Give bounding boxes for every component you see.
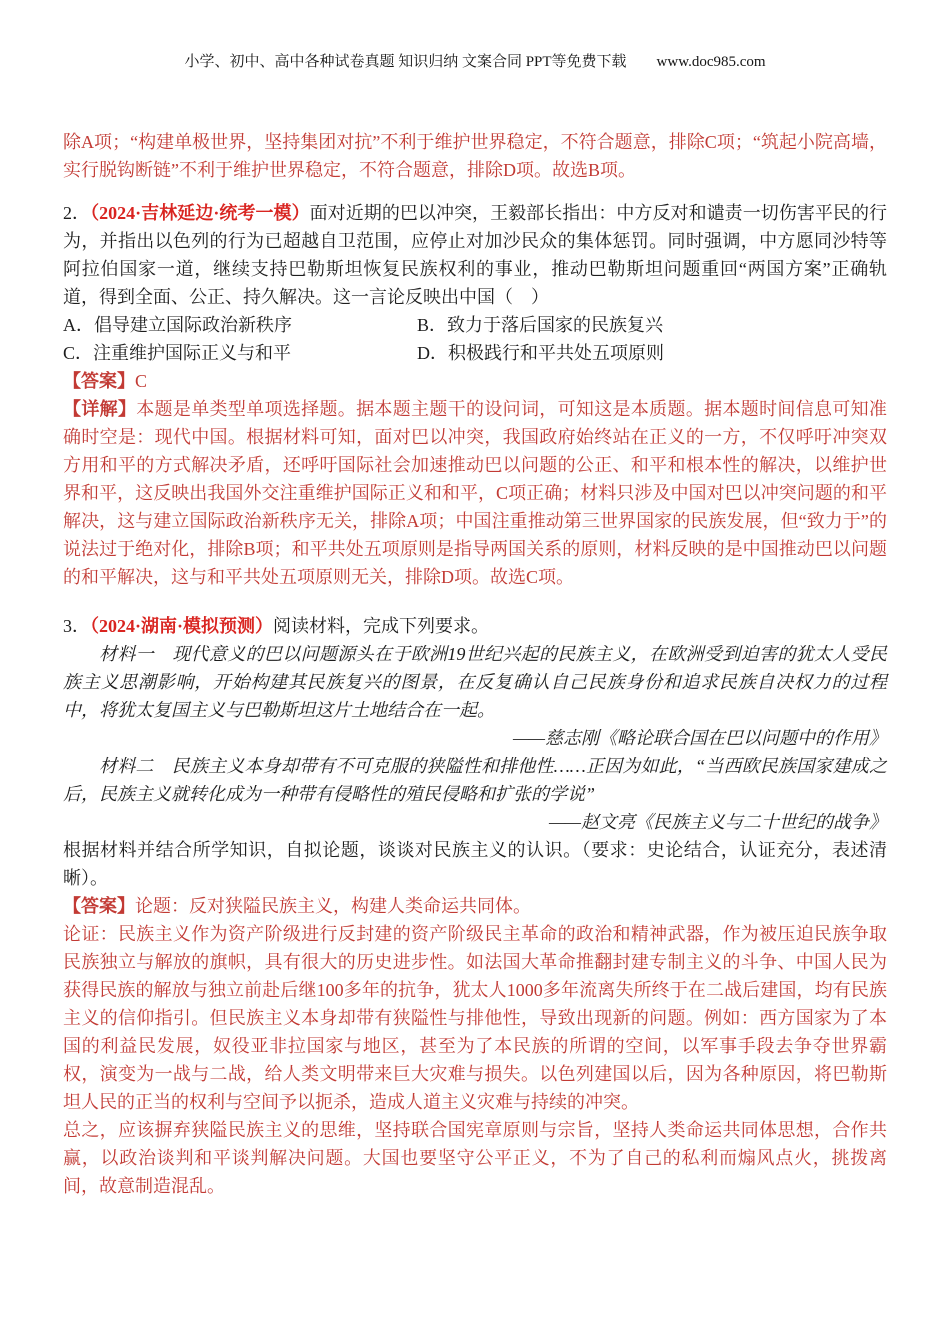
question3-material-1: 材料一 现代意义的巴以问题源头在于欧洲19世纪兴起的民族主义，在欧洲受到迫害的犹太人受民族主义思潮影响，开始构建其民族复兴的图景，在反复确认自己民族身份和追求民族自决权力的过程中，将犹太复国主义与巴勒斯坦这片土地结合在一起。 xyxy=(63,644,887,720)
option-d xyxy=(417,339,887,367)
question3-citation-1: ——慈志刚《略论联合国在巴以问题中的作用》 xyxy=(512,728,887,748)
question3-task: 根据材料并结合所学知识，自拟论题，谈谈对民族主义的认识。（要求：史论结合，认证充分，表述清晰）。 xyxy=(63,840,887,888)
option-b xyxy=(417,311,887,339)
question2-stem xyxy=(63,199,887,311)
question3-answer-line xyxy=(63,892,887,920)
header-slogan: 小学、初中、高中各种试卷真题 知识归纳 文案合同 PPT等免费下载 xyxy=(184,54,627,70)
site-header xyxy=(63,50,887,71)
option-a xyxy=(63,311,417,339)
question2-source-tag: （2024·吉林延边·统考一模） xyxy=(90,203,310,223)
question2-answer-line xyxy=(63,367,887,395)
analysis-label: 【详解】 xyxy=(63,399,137,419)
question3-thesis: 论题：反对狭隘民族主义，构建人类命运共同体。 xyxy=(135,896,531,916)
question3-conclusion: 总之，应该摒弃狭隘民族主义的思维，坚持联合国宪章原则与宗旨，坚持人类命运共同体思想，合作共赢，以政治谈判和平谈判解决问题。大国也要坚守公平正义，不为了自己的私利而煽风点火，挑拨离间，故意制造混乱。 xyxy=(63,1120,887,1196)
question2-number: 2． xyxy=(63,203,91,223)
question3-material-2: 材料二 民族主义本身却带有不可克服的狭隘性和排他性……正因为如此，“当西欧民族国家建成之后，民族主义就转化成为一种带有侵略性的殖民侵略和扩张的学说” xyxy=(63,756,887,804)
option-b-label: B． xyxy=(417,315,448,335)
question3-text: 阅读材料，完成下列要求。 xyxy=(273,616,490,636)
option-d-text: 积极践行和平共处五项原则 xyxy=(448,343,664,363)
question3-stem xyxy=(63,612,887,640)
question3-citation-2: ——赵文亮《民族主义与二十世纪的战争》 xyxy=(548,812,887,832)
question2-analysis xyxy=(63,395,887,591)
option-a-label: A． xyxy=(63,315,94,335)
question2-text: 面对近期的巴以冲突，王毅部长指出：中方反对和谴责一切伤害平民的行为，并指出以色列的行为已超越自卫范围，应停止对加沙民众的集体惩罚。同时强调，中方愿同沙特等阿拉伯国家一道，继续支持巴勒斯坦恢复民族权利的事业，推动巴勒斯坦问题重回“两国方案”正确轨道，得到全面、公正、持久解决。这一言论反映出中国（ ） xyxy=(63,203,888,307)
question2-analysis-text: 本题是单类型单项选择题。据本题主题干的设问词，可知这是本质题。据本题时间信息可知准确时空是：现代中国。根据材料可知，面对巴以冲突，我国政府始终站在正义的一方，不仅呼吁冲突双方用和平的方式解决矛盾，还呼吁国际社会加速推动巴以问题的公正、和平和根本性的解决，以维护世界和平，这反映出我国外交注重维护国际正义和和平，C项正确；材料只涉及中国对巴以冲突问题的和平解决，这与建立国际政治新秩序无关，排除A项；中国注重推动第三世界国家的民族发展，但“致力于”的说法过于绝对化，排除B项；和平共处五项原则是指导两国关系的原则，材料反映的是中国推动巴以问题的和平解决，这与和平共处五项原则无关，排除D项。故选C项。 xyxy=(63,399,888,587)
option-c-text: 注重维护国际正义与和平 xyxy=(93,343,292,363)
question3-argument: 论证：民族主义作为资产阶级进行反封建的资产阶级民主革命的政治和精神武器，作为被压迫民族争取民族独立与解放的旗帜，具有很大的历史进步性。如法国大革命推翻封建专制主义的斗争、中国人民为获得民族的解放与独立前赴后继100多年的抗争，犹太人1000多年流离失所终于在二战后建国，均有民族主义的信仰指引。但民族主义本身却带有狭隘性与排他性，导致出现新的问题。例如：西方国家为了本国的利益民发展，奴役亚非拉国家与地区，甚至为了本民族的所谓的空间，以军事手段去争夺世界霸权，演变为一战与二战，给人类文明带来巨大灾难与损失。以色列建国以后，因为各种原因，将巴勒斯坦人民的正当的权利与空间予以扼杀，造成人道主义灾难与持续的冲突。 xyxy=(63,924,887,1112)
option-c-label: C． xyxy=(63,343,94,363)
question3-source-tag: （2024·湖南·模拟预测） xyxy=(90,616,274,636)
option-c xyxy=(63,339,417,367)
question3-number: 3． xyxy=(63,616,90,636)
answer-label: 【答案】 xyxy=(63,371,135,391)
option-d-label: D． xyxy=(417,343,448,363)
answer-label: 【答案】 xyxy=(63,896,135,916)
option-a-text: 倡导建立国际政治新秩序 xyxy=(94,315,292,335)
document-body xyxy=(63,128,887,1200)
question2-answer-value: C xyxy=(135,371,148,391)
question1-answer-continuation: 除A项；“构建单极世界，坚持集团对抗”不利于维护世界稳定，不符合题意，排除C项；“筑起小院高墙，实行脱钩断链”不利于维护世界稳定，不符合题意，排除D项。故选B项。 xyxy=(63,132,887,180)
option-b-text: 致力于落后国家的民族复兴 xyxy=(447,315,664,335)
header-site-url[interactable]: www.doc985.com xyxy=(656,54,766,70)
question2-options xyxy=(63,311,887,367)
